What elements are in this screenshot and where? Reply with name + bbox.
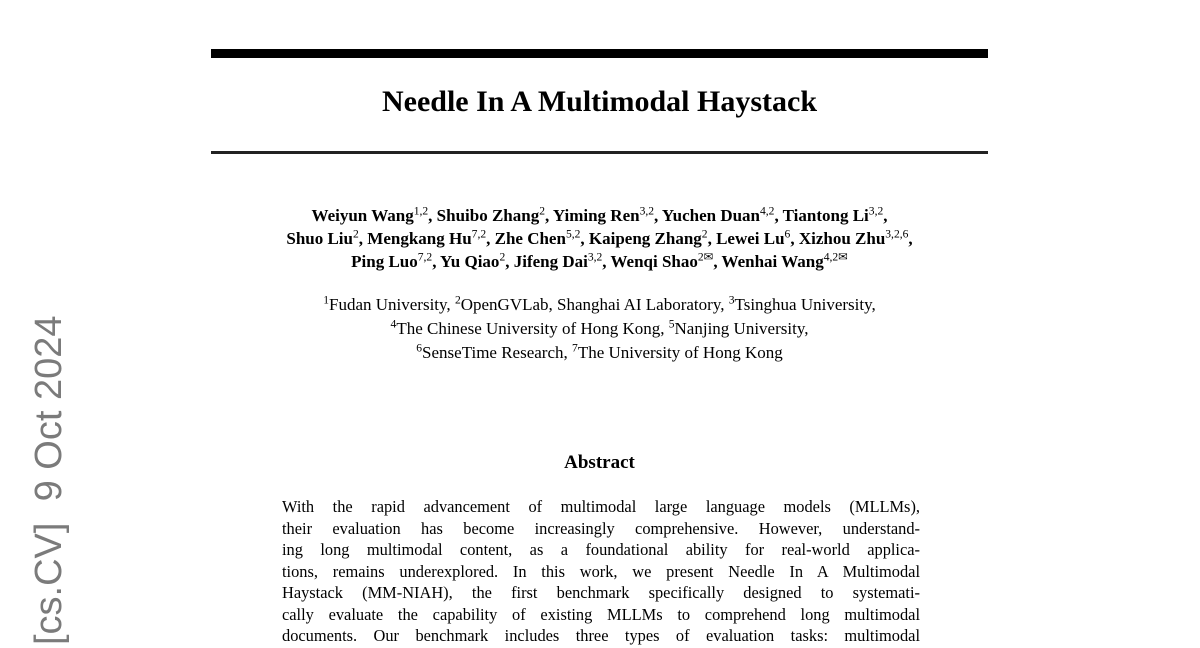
affiliation-superscript: 3,2	[587, 250, 603, 264]
affiliation-superscript: 5	[668, 317, 675, 331]
abstract-line: documents. Our benchmark includes three types of evaluation tasks: multimodal	[282, 626, 920, 645]
name-text: Shuo Liu	[286, 229, 353, 248]
name-text: , Yu Qiao	[432, 252, 500, 271]
name-text: Tsinghua University,	[734, 295, 876, 314]
affiliation-superscript: 3,2	[868, 204, 884, 218]
affiliation-superscript: 3	[728, 293, 735, 307]
affiliation-superscript: 7,2	[471, 227, 487, 241]
abstract-line: Haystack (MM-NIAH), the first benchmark specifically designed to systemati-	[282, 583, 920, 602]
affiliation-superscript: 6	[416, 341, 423, 355]
paper-title: Needle In A Multimodal Haystack	[381, 85, 817, 118]
affiliation-superscript: 2	[499, 250, 506, 264]
name-text: Ping Luo	[351, 252, 418, 271]
affiliation-superscript: 2	[539, 204, 545, 218]
affiliation-superscript: 3,2	[639, 204, 655, 218]
affiliation-superscript: 1,2	[413, 204, 429, 218]
authors-block	[211, 204, 988, 273]
title-rule-bottom	[211, 151, 988, 154]
affiliation-superscript: 2	[701, 227, 708, 241]
affiliation-line	[211, 293, 988, 317]
affiliation-superscript: 6	[784, 227, 791, 241]
name-text: , Xizhou Zhu	[790, 229, 886, 248]
affiliation-superscript: 1	[323, 293, 330, 307]
affiliation-superscript: 3,2,6	[885, 227, 909, 241]
abstract-line: With the rapid advancement of multimodal large language models (MLLMs),	[282, 497, 920, 516]
name-text: , Zhe Chen	[486, 229, 566, 248]
affiliation-superscript: 7	[572, 341, 578, 355]
abstract-line: cally evaluate the capability of existing MLLMs to comprehend long multimodal	[282, 604, 920, 624]
abstract-line: tions, remains underexplored. In this work, we present Needle In A Multimodal	[282, 561, 920, 581]
name-text: ,	[908, 229, 913, 248]
name-text: The Chinese University of Hong Kong,	[396, 319, 669, 338]
author-line	[211, 204, 988, 227]
name-text: Weiyun Wang	[311, 206, 414, 225]
name-text: , Wenhai Wang	[713, 252, 824, 271]
affiliation-superscript: 5,2	[565, 227, 581, 241]
title-rule-top	[211, 49, 988, 58]
author-line	[211, 227, 988, 250]
affiliation-superscript: 4,2	[760, 204, 775, 218]
name-text: , Tiantong Li	[774, 206, 869, 225]
affiliations-block	[211, 293, 988, 365]
name-text: , Yiming Ren	[544, 206, 640, 225]
name-text: SenseTime Research,	[422, 343, 573, 362]
author-line	[211, 250, 988, 273]
name-text: , Yuchen Duan	[654, 206, 761, 225]
name-text: Fudan University,	[329, 295, 455, 314]
abstract-heading: Abstract	[564, 452, 635, 473]
name-text: , Kaipeng Zhang	[580, 229, 702, 248]
affiliation-superscript: 4	[390, 317, 397, 331]
affiliation-superscript: 2	[353, 227, 359, 241]
arxiv-category-stamp: [cs.CV] 9 Oct 2024	[28, 315, 70, 645]
abstract-body	[282, 496, 920, 647]
affiliation-superscript: 2✉	[697, 250, 714, 264]
affiliation-superscript: 4,2✉	[823, 250, 848, 264]
name-text: , Mengkang Hu	[358, 229, 472, 248]
name-text: ,	[883, 206, 888, 225]
affiliation-line	[211, 341, 988, 365]
name-text: The University of Hong Kong	[577, 343, 783, 362]
name-text: , Lewei Lu	[707, 229, 785, 248]
abstract-line: ing long multimodal content, as a foundational ability for real-world applica-	[282, 540, 920, 559]
name-text: , Wenqi Shao	[602, 252, 698, 271]
name-text: OpenGVLab, Shanghai AI Laboratory,	[460, 295, 729, 314]
affiliation-superscript: 7,2	[417, 250, 433, 264]
abstract-line: their evaluation has become increasingly comprehensive. However, understand-	[282, 518, 920, 538]
name-text: Nanjing University,	[674, 319, 809, 338]
name-text: , Jifeng Dai	[505, 252, 588, 271]
affiliation-superscript: 2	[454, 293, 461, 307]
name-text: , Shuibo Zhang	[428, 206, 540, 225]
affiliation-line	[211, 317, 988, 341]
